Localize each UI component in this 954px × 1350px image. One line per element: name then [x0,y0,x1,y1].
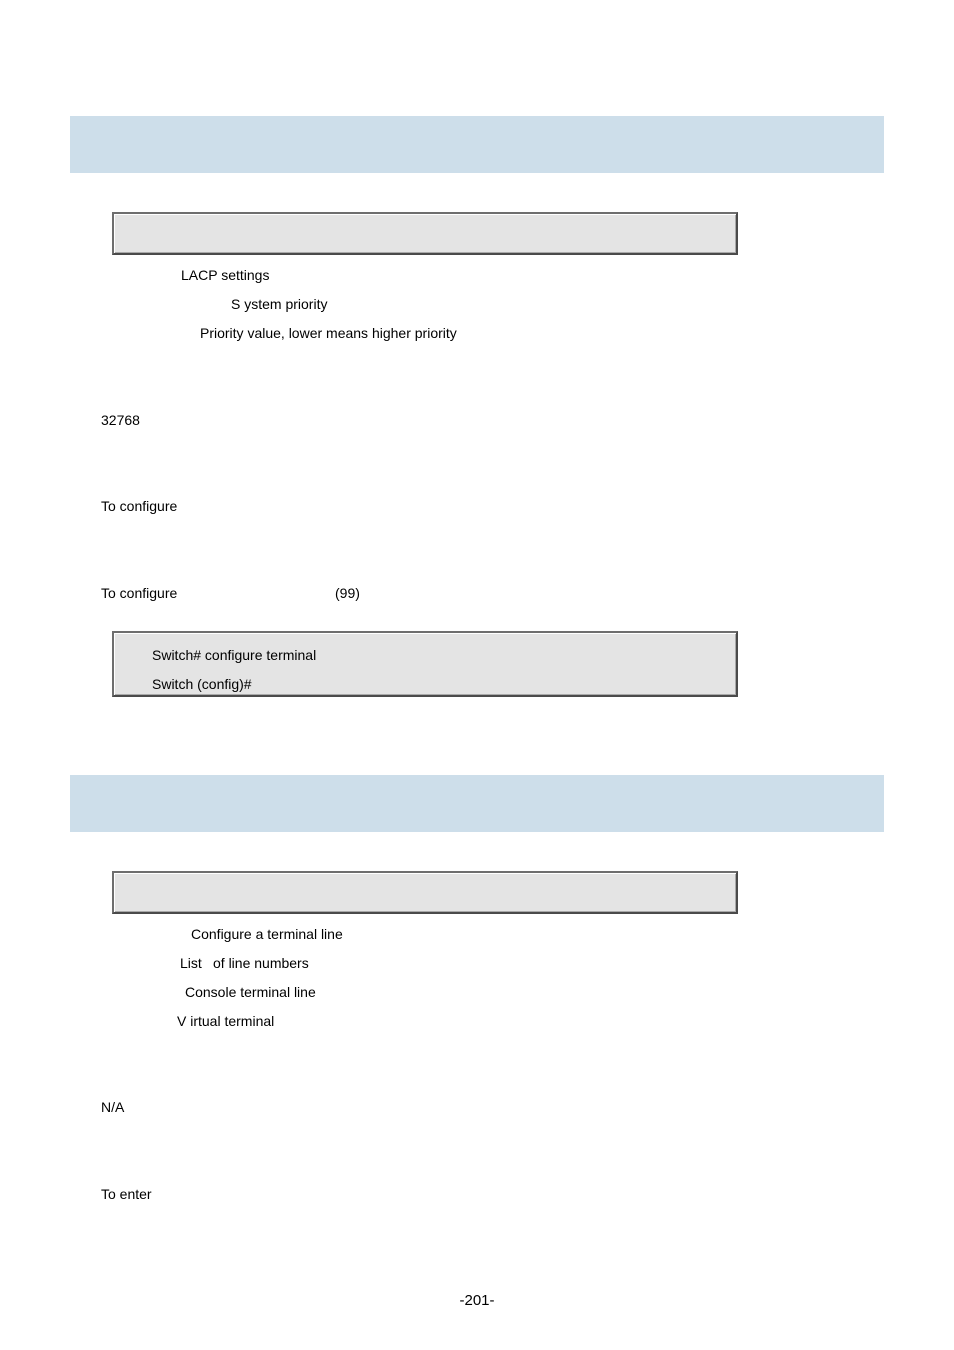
example-code-box [112,631,738,697]
example-intro: To configure [101,585,178,601]
example-value: (99) [335,585,360,601]
param-description: V irtual terminal [177,1013,275,1029]
command-syntax-box [112,212,738,255]
default-value: N/A [101,1099,125,1115]
example-code-line: Switch (config)# [152,676,252,692]
page-number: -201- [459,1292,495,1309]
section-header-band [70,775,884,832]
usage-guide: To enter [101,1186,152,1202]
param-description: of line numbers [213,955,309,971]
param-description: Priority value, lower means higher priority [200,325,457,341]
param-description: S ystem priority [231,296,328,312]
command-syntax-box [112,871,738,914]
param-description: Configure a terminal line [191,926,343,942]
usage-guide: To configure [101,498,178,514]
default-value: 32768 [101,412,140,428]
param-description: Console terminal line [185,984,316,1000]
param-description: List [180,955,202,971]
section-header-band [70,116,884,173]
example-code-line: Switch# configure terminal [152,647,317,663]
param-description: LACP settings [181,267,270,283]
